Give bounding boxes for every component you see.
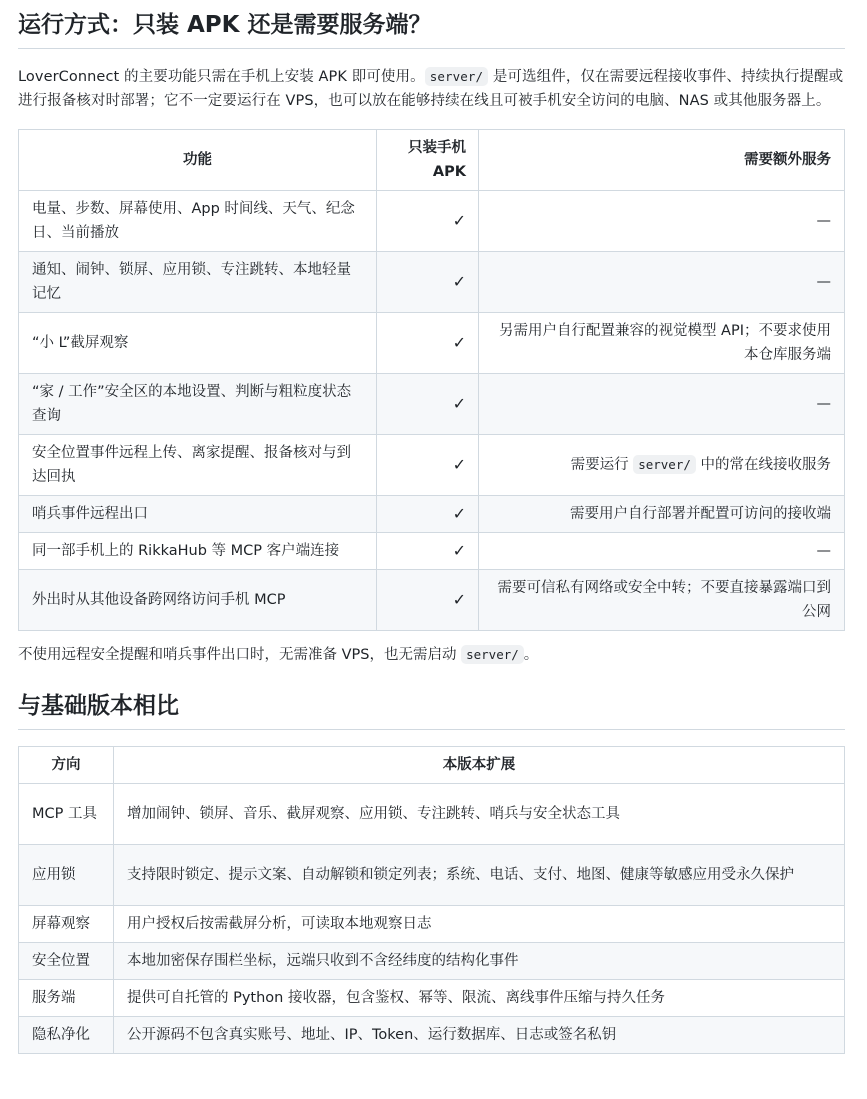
apk-check-cell: ✓	[377, 496, 479, 533]
apk-check-cell: ✓	[377, 570, 479, 631]
extra-service-cell: 需要可信私有网络或安全中转；不要直接暴露端口到公网	[479, 570, 845, 631]
table-row	[19, 570, 845, 631]
table-row	[19, 784, 845, 845]
table-row	[19, 496, 845, 533]
extra-service-cell	[479, 435, 845, 496]
column-header-direction: 方向	[19, 747, 114, 784]
table-header-row	[19, 130, 845, 191]
table-row	[19, 435, 845, 496]
feature-cell: 哨兵事件远程出口	[19, 496, 377, 533]
direction-cell: 服务端	[19, 980, 114, 1017]
table-row	[19, 533, 845, 570]
intro-text-1: LoverConnect 的主要功能只需在手机上安装 APK 即可使用。	[18, 69, 425, 85]
extra-text-post: 中的常在线接收服务	[695, 457, 831, 473]
extra-service-cell: 需要用户自行部署并配置可访问的接收端	[479, 496, 845, 533]
inline-code-server: server/	[425, 67, 488, 86]
section-heading-comparison: 与基础版本相比	[18, 681, 845, 730]
extension-cell: 支持限时锁定、提示文案、自动解锁和锁定列表；系统、电话、支付、地图、健康等敏感应用受永久保护	[114, 845, 845, 906]
feature-requirement-table	[18, 129, 845, 631]
apk-check-cell: ✓	[377, 313, 479, 374]
extension-cell: 增加闹钟、锁屏、音乐、截屏观察、应用锁、专注跳转、哨兵与安全状态工具	[114, 784, 845, 845]
feature-cell: 外出时从其他设备跨网络访问手机 MCP	[19, 570, 377, 631]
extra-text-pre: 需要运行	[570, 457, 634, 473]
table-row	[19, 313, 845, 374]
intro-paragraph	[18, 65, 845, 113]
section-heading-run-mode: 运行方式：只装 APK 还是需要服务端？	[18, 0, 845, 49]
table-row	[19, 845, 845, 906]
column-header-apk-only: 只装手机 APK	[377, 130, 479, 191]
direction-cell: 安全位置	[19, 943, 114, 980]
column-header-extra-service: 需要额外服务	[479, 130, 845, 191]
extension-cell: 本地加密保存围栏坐标，远端只收到不含经纬度的结构化事件	[114, 943, 845, 980]
direction-cell: MCP 工具	[19, 784, 114, 845]
direction-cell: 隐私净化	[19, 1017, 114, 1054]
inline-code-server: server/	[633, 455, 696, 474]
feature-cell: 安全位置事件远程上传、离家提醒、报备核对与到达回执	[19, 435, 377, 496]
table-row	[19, 980, 845, 1017]
table-row	[19, 374, 845, 435]
table-row	[19, 252, 845, 313]
table-header-row	[19, 747, 845, 784]
extra-service-cell: 另需用户自行配置兼容的视觉模型 API；不要求使用本仓库服务端	[479, 313, 845, 374]
table-row	[19, 943, 845, 980]
extra-service-cell: —	[479, 191, 845, 252]
apk-check-cell: ✓	[377, 374, 479, 435]
extra-service-cell: —	[479, 533, 845, 570]
column-header-feature: 功能	[19, 130, 377, 191]
note-text-2: 。	[523, 647, 539, 663]
direction-cell: 屏幕观察	[19, 906, 114, 943]
column-header-extension: 本版本扩展	[114, 747, 845, 784]
apk-check-cell: ✓	[377, 191, 479, 252]
extension-cell: 公开源码不包含真实账号、地址、IP、Token、运行数据库、日志或签名私钥	[114, 1017, 845, 1054]
feature-cell: 电量、步数、屏幕使用、App 时间线、天气、纪念日、当前播放	[19, 191, 377, 252]
inline-code-server: server/	[461, 645, 524, 664]
extension-cell: 提供可自托管的 Python 接收器，包含鉴权、幂等、限流、离线事件压缩与持久任务	[114, 980, 845, 1017]
intro-text-2: 是可选组件，仅在需要远程接收事件、持续执行提醒或进行报备核对时部署；它不一定要运行在 VPS，也可以放在能够持续在线且可被手机安全访问的电脑、NAS 或其他服务器上。	[18, 69, 844, 109]
direction-cell: 应用锁	[19, 845, 114, 906]
table-row	[19, 906, 845, 943]
comparison-table	[18, 746, 845, 1054]
feature-cell: 同一部手机上的 RikkaHub 等 MCP 客户端连接	[19, 533, 377, 570]
note-text-1: 不使用远程安全提醒和哨兵事件出口时，无需准备 VPS，也无需启动	[18, 647, 462, 663]
no-server-note	[18, 643, 845, 667]
table-row	[19, 1017, 845, 1054]
feature-cell: “小 L”截屏观察	[19, 313, 377, 374]
feature-cell: “家 / 工作”安全区的本地设置、判断与粗粒度状态查询	[19, 374, 377, 435]
apk-check-cell: ✓	[377, 435, 479, 496]
feature-cell: 通知、闹钟、锁屏、应用锁、专注跳转、本地轻量记忆	[19, 252, 377, 313]
extra-service-cell: —	[479, 374, 845, 435]
apk-check-cell: ✓	[377, 252, 479, 313]
extension-cell: 用户授权后按需截屏分析，可读取本地观察日志	[114, 906, 845, 943]
table-row	[19, 191, 845, 252]
extra-service-cell: —	[479, 252, 845, 313]
apk-check-cell: ✓	[377, 533, 479, 570]
